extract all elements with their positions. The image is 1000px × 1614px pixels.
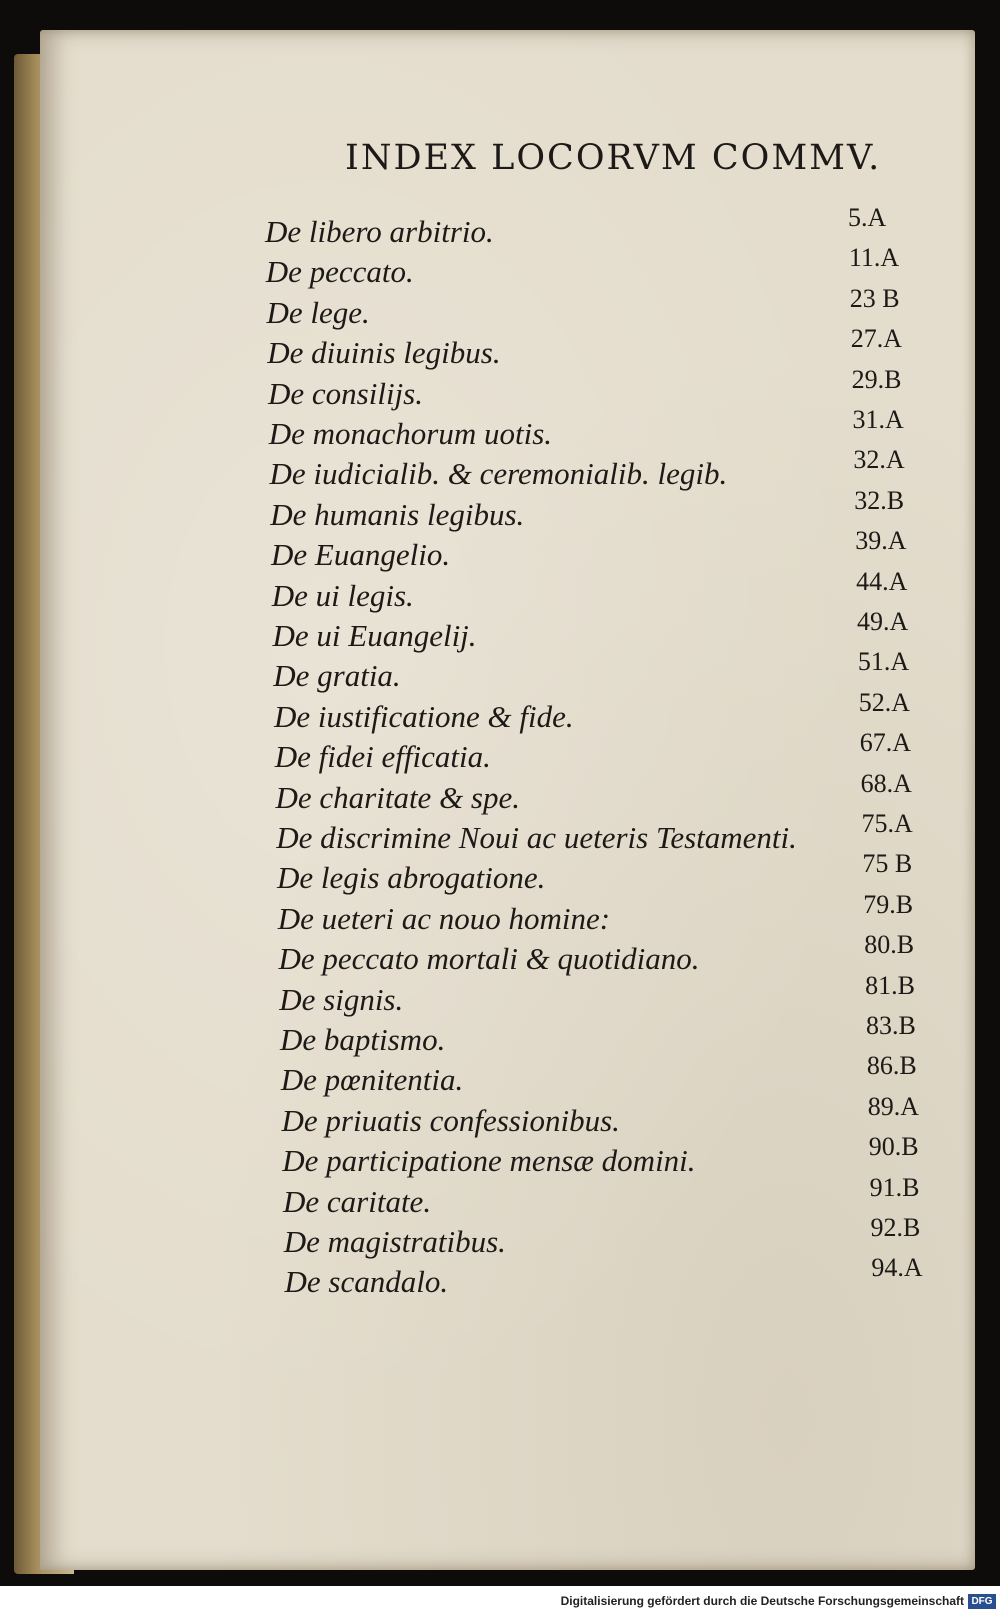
entry-title: De lege.	[266, 294, 370, 330]
entry-page-ref: 11.A	[848, 243, 900, 273]
entry-title: De participatione mensæ domini.	[282, 1143, 696, 1179]
entry-page-ref: 44.A	[856, 566, 908, 596]
entry-page-ref: 49.A	[857, 607, 909, 636]
entry-title: De ui legis.	[271, 577, 414, 613]
entry-title: De baptismo.	[280, 1022, 446, 1057]
running-head: INDEX LOCORVM COMMV.	[345, 138, 882, 178]
entry-page-ref: 29.B	[851, 364, 902, 394]
index-entry	[0, 566, 1000, 618]
entry-page-ref: 90.B	[868, 1132, 919, 1162]
entry-page-ref: 75.A	[861, 809, 913, 838]
entry-title: De diuinis legibus.	[267, 335, 501, 371]
index-entry	[0, 728, 1000, 779]
index-entry	[0, 970, 1000, 1022]
entry-title: De priuatis confessionibus.	[281, 1102, 620, 1138]
entry-title: De signis.	[279, 981, 404, 1017]
entry-page-ref: 39.A	[855, 526, 907, 556]
entry-title: De caritate.	[283, 1183, 432, 1219]
footer-bar	[0, 1586, 1000, 1614]
entry-title: De gratia.	[273, 658, 401, 694]
entry-title: De legis abrogatione.	[277, 860, 546, 896]
entry-title: De fidei efficatia.	[274, 739, 491, 775]
entry-page-ref: 75 B	[862, 849, 913, 879]
entry-page-ref: 86.B	[866, 1051, 917, 1081]
entry-page-ref: 67.A	[859, 728, 911, 758]
index-entry	[0, 1253, 1000, 1304]
entry-title: De monachorum uotis.	[268, 416, 553, 451]
entry-page-ref: 32.A	[853, 445, 905, 475]
entry-page-ref: 79.B	[863, 889, 914, 919]
entry-page-ref: 80.B	[864, 930, 915, 960]
index-entry	[0, 647, 1000, 698]
entry-page-ref: 31.A	[852, 405, 904, 434]
entry-page-ref: 89.A	[867, 1091, 920, 1121]
index-entry	[0, 485, 1000, 537]
entry-page-ref: 27.A	[850, 324, 902, 354]
index-entry	[0, 849, 1000, 900]
entry-title: De peccato mortali & quotidiano.	[278, 941, 700, 977]
entry-title: De Euangelio.	[271, 537, 451, 573]
index-entry	[0, 324, 1000, 375]
entry-page-ref: 52.A	[858, 687, 911, 717]
index-entry	[0, 445, 1000, 496]
index-entry	[0, 1051, 1000, 1102]
entry-page-ref: 32.B	[854, 485, 905, 515]
index-entry	[0, 405, 1000, 456]
index-entry	[0, 1132, 1000, 1183]
index-entry	[0, 607, 1000, 658]
index-entry	[0, 930, 1000, 981]
entry-title: De ueteri ac nouo homine:	[277, 900, 611, 936]
entry-page-ref: 5.A	[848, 203, 887, 232]
entry-title: De libero arbitrio.	[265, 214, 494, 249]
entry-title: De humanis legibus.	[270, 496, 525, 532]
index-entry	[0, 526, 1000, 577]
entry-title: De consilijs.	[268, 375, 423, 411]
entry-title: De charitate & spe.	[275, 779, 521, 815]
entry-page-ref: 23 B	[849, 283, 900, 313]
entry-page-ref: 51.A	[857, 647, 910, 677]
entry-page-ref: 81.B	[865, 970, 915, 1000]
entry-page-ref: 94.A	[871, 1253, 923, 1283]
entry-title: De iustificatione & fide.	[274, 698, 574, 734]
entry-title: De iudicialib. & ceremonialib. legib.	[269, 456, 728, 492]
entry-title: De ui Euangelij.	[272, 618, 477, 653]
index-entry	[0, 364, 1000, 416]
funding-credit: Digitalisierung gefördert durch die Deutsche Forschungsgemeinschaft	[560, 1594, 964, 1608]
entry-title: De discrimine Noui ac ueteris Testamenti.	[276, 820, 797, 855]
entry-title: De peccato.	[265, 254, 414, 290]
entry-page-ref: 91.B	[869, 1172, 920, 1202]
entry-page-ref: 92.B	[870, 1213, 921, 1242]
index-entry	[0, 1213, 1000, 1264]
index-entry	[0, 889, 1000, 941]
index-entry	[0, 768, 1000, 820]
entry-title: De scandalo.	[284, 1264, 449, 1300]
dfg-logo: DFG	[968, 1594, 996, 1609]
index-entry	[0, 1011, 1000, 1062]
entry-page-ref: 68.A	[860, 768, 912, 798]
entry-page-ref: 83.B	[866, 1011, 916, 1040]
index-entry	[0, 809, 1000, 860]
index-entry	[0, 687, 1000, 739]
entry-title: De magistratibus.	[283, 1224, 506, 1259]
index-entry	[0, 1091, 1000, 1143]
index-entry	[0, 1172, 1000, 1224]
entry-title: De pœnitentia.	[280, 1062, 464, 1098]
